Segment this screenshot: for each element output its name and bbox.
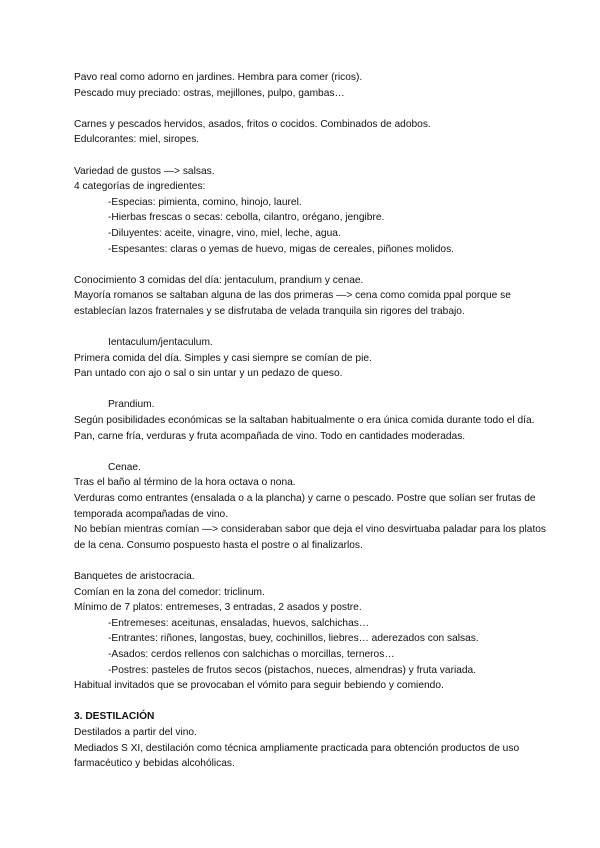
- paragraph: Verduras como entrantes (ensalada o a la plancha) y carne o pescado. Postre que solían ser frutas de temporada acompañadas de vino.: [74, 493, 536, 520]
- text-line: Mínimo de 7 platos: entremeses, 3 entradas, 2 asados y postre.: [74, 602, 362, 614]
- text-line: Pan untado con ajo o sal o sin untar y un pedazo de queso.: [74, 368, 343, 380]
- text-line: Pan, carne fría, verduras y fruta acompañada de vino. Todo en cantidades moderadas.: [74, 430, 466, 442]
- list-item: -Espesantes: claras o yemas de huevo, migas de cereales, piñones molidos.: [108, 243, 454, 255]
- text-line: Según posibilidades económicas se la saltaban habitualmente o era única comida durante todo el día.: [74, 415, 535, 427]
- list-item: -Entremeses: aceitunas, ensaladas, huevos, salchichas…: [108, 617, 370, 629]
- list-item: -Postres: pasteles de frutos secos (pistachos, nueces, almendras) y fruta variada.: [108, 664, 477, 676]
- text-line: Pescado muy preciado: ostras, mejillones, pulpo, gambas…: [74, 87, 345, 99]
- blank-line: [74, 320, 554, 336]
- paragraph: Mayoría romanos se saltaban alguna de las dos primeras —> cena como comida ppal porque se establecían lazos fraternales y se disfrutaba de velada tranquila sin rigores del trabajo.: [74, 290, 511, 317]
- section-heading: Cenae.: [108, 461, 141, 473]
- blank-line: [74, 553, 554, 569]
- list-item: -Hierbas frescas o secas: cebolla, cilantro, orégano, jengibre.: [108, 212, 385, 224]
- text-line: Carnes y pescados hervidos, asados, fritos o cocidos. Combinados de adobos.: [74, 118, 431, 130]
- paragraph: Mediados S XI, destilación como técnica ampliamente practicada para obtención productos de uso farmacéutico y bebidas alcohólicas.: [74, 742, 520, 770]
- blank-line: [74, 101, 554, 117]
- section-heading: Prandium.: [108, 399, 155, 411]
- list-item: -Asados: cerdos rellenos con salchichas o morcillas, terneros…: [108, 648, 395, 660]
- document-page: [74, 70, 554, 772]
- text-line: Destilados a partir del vino.: [74, 726, 197, 738]
- text-line: Tras el baño al término de la hora octava o nona.: [74, 477, 296, 489]
- list-item: -Entrantes: riñones, langostas, buey, cochinillos, liebres… aderezados con salsas.: [108, 633, 479, 645]
- text-line: Comían en la zona del comedor: triclinum.: [74, 586, 265, 598]
- text-line: Conocimiento 3 comidas del día: jentaculum, prandium y cenae.: [74, 274, 364, 286]
- text-line: Habitual invitados que se provocaban el vómito para seguir bebiendo y comiendo.: [74, 680, 444, 692]
- blank-line: [74, 694, 554, 710]
- blank-line: [74, 257, 554, 273]
- text-line: Edulcorantes: miel, siropes.: [74, 134, 200, 146]
- text-line: Primera comida del día. Simples y casi siempre se comían de pie.: [74, 352, 372, 364]
- blank-line: [74, 148, 554, 164]
- text-line: Variedad de gustos —> salsas.: [74, 165, 215, 177]
- list-item: -Diluyentes: aceite, vinagre, vino, miel, leche, agua.: [108, 227, 341, 239]
- section-title: 3. DESTILACIÓN: [74, 711, 155, 723]
- section-heading: Ientaculum/jentaculum.: [108, 337, 213, 349]
- text-line: Pavo real como adorno en jardines. Hembra para comer (ricos).: [74, 72, 363, 83]
- text-line: Banquetes de aristocracia.: [74, 571, 195, 582]
- blank-line: [74, 382, 554, 398]
- text-line: 4 categorías de ingredientes:: [74, 181, 206, 193]
- paragraph: No bebían mientras comían —> consideraban sabor que deja el vino desvirtuaba paladar para los platos de la cena. Consumo pospuesto hasta el postre o al finalizarlos.: [74, 524, 547, 551]
- list-item: -Especias: pimienta, comino, hinojo, laurel.: [108, 196, 302, 208]
- blank-line: [74, 444, 554, 460]
